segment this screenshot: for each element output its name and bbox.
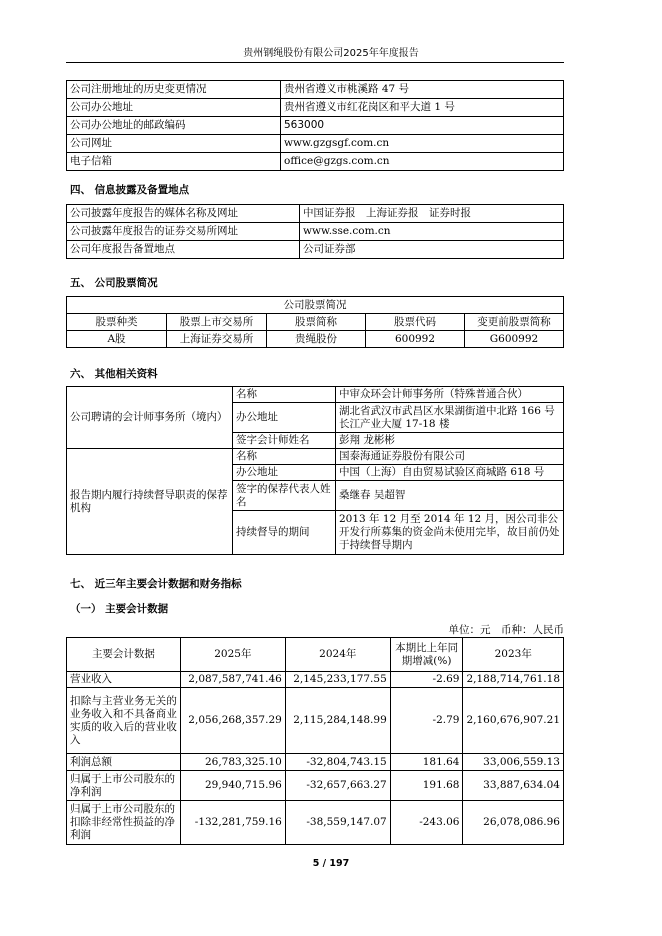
sponsor-period-label: 持续督导的期间 (233, 511, 336, 555)
auditor-addr-label: 办公地址 (233, 403, 336, 433)
sponsor-rep-label: 签字的保荐代表人姓名 (233, 481, 336, 511)
section-5-title: 五、 公司股票简况 (70, 277, 158, 289)
info-label: 公司注册地址的历史变更情况 (67, 81, 281, 99)
acct-value-2025: -132,281,759.16 (180, 801, 285, 845)
acct-header: 2024年 (285, 638, 390, 672)
acct-value-2023: 2,160,676,907.21 (463, 688, 564, 754)
acct-value-2025: 2,087,587,741.46 (180, 672, 285, 688)
acct-header: 2025年 (180, 638, 285, 672)
auditor-sign: 彭翔 龙彬彬 (336, 433, 564, 449)
info-value: www.gzgsgf.com.cn (281, 135, 564, 153)
stock-header: 股票代码 (366, 314, 465, 331)
header-divider (66, 62, 564, 63)
sponsor-name-label: 名称 (233, 449, 336, 465)
auditor-addr: 湖北省武汉市武昌区水果湖街道中北路 166 号长江产业大厦 17-18 楼 (336, 403, 564, 433)
stock-header: 变更前股票简称 (465, 314, 564, 331)
disclosure-value: 中国证券报 上海证券报 证券时报 (300, 205, 564, 223)
acct-header: 主要会计数据 (67, 638, 181, 672)
acct-value-2023: 2,188,714,761.18 (463, 672, 564, 688)
auditor-label: 公司聘请的会计师事务所（境内） (67, 387, 233, 449)
acct-value-2024: -38,559,147.07 (285, 801, 390, 845)
acct-label: 归属于上市公司股东的净利润 (67, 771, 181, 801)
info-label: 公司办公地址的邮政编码 (67, 117, 281, 135)
unit-note: 单位：元 币种：人民币 (448, 624, 564, 636)
table-row (67, 754, 564, 771)
sponsor-addr: 中国（上海）自由贸易试验区商城路 618 号 (336, 465, 564, 481)
accounting-data-table (66, 637, 564, 845)
info-value: 563000 (281, 117, 564, 135)
acct-label: 营业收入 (67, 672, 181, 688)
acct-change: -2.79 (390, 688, 463, 754)
stock-cell: 上海证券交易所 (167, 331, 267, 348)
table-row (67, 99, 564, 117)
acct-value-2023: 26,078,086.96 (463, 801, 564, 845)
info-label: 公司办公地址 (67, 99, 281, 117)
acct-value-2024: 2,145,233,177.55 (285, 672, 390, 688)
acct-value-2025: 29,940,715.96 (180, 771, 285, 801)
table-row (67, 449, 564, 465)
info-value: 贵州省遵义市红花岗区和平大道 1 号 (281, 99, 564, 117)
sponsor-rep: 桑继春 吴超智 (336, 481, 564, 511)
table-row (67, 314, 564, 331)
acct-change: 181.64 (390, 754, 463, 771)
disclosure-table (66, 204, 564, 259)
auditor-name: 中审众环会计师事务所（特殊普通合伙） (336, 387, 564, 403)
table-row (67, 135, 564, 153)
stock-table (66, 296, 564, 348)
table-row (67, 771, 564, 801)
table-row (67, 688, 564, 754)
auditor-name-label: 名称 (233, 387, 336, 403)
table-row (67, 81, 564, 99)
table-row (67, 117, 564, 135)
auditor-sign-label: 签字会计师姓名 (233, 433, 336, 449)
disclosure-label: 公司披露年度报告的证券交易所网址 (67, 223, 300, 241)
acct-label: 利润总额 (67, 754, 181, 771)
disclosure-value: 公司证券部 (300, 241, 564, 259)
page-number: 5 / 197 (312, 858, 350, 869)
disclosure-label: 公司披露年度报告的媒体名称及网址 (67, 205, 300, 223)
stock-header: 股票上市交易所 (167, 314, 267, 331)
stock-cell: A股 (67, 331, 167, 348)
disclosure-label: 公司年度报告备置地点 (67, 241, 300, 259)
acct-header: 2023年 (463, 638, 564, 672)
acct-label: 归属于上市公司股东的扣除非经常性损益的净利润 (67, 801, 181, 845)
table-row (67, 331, 564, 348)
table-row (67, 297, 564, 314)
disclosure-value: www.sse.com.cn (300, 223, 564, 241)
sponsor-label: 报告期内履行持续督导职责的保荐机构 (67, 449, 233, 555)
sponsor-addr-label: 办公地址 (233, 465, 336, 481)
acct-value-2024: -32,657,663.27 (285, 771, 390, 801)
table-row (67, 223, 564, 241)
section-4-title: 四、 信息披露及备置地点 (70, 184, 190, 196)
stock-table-title: 公司股票简况 (67, 297, 564, 314)
sponsor-name: 国泰海通证券股份有限公司 (336, 449, 564, 465)
table-row (67, 387, 564, 403)
acct-value-2023: 33,887,634.04 (463, 771, 564, 801)
info-value: office@gzgs.com.cn (281, 153, 564, 171)
section-7-title: 七、 近三年主要会计数据和财务指标 (70, 578, 242, 590)
table-row (67, 672, 564, 688)
acct-header: 本期比上年同期增减(%) (390, 638, 463, 672)
acct-value-2025: 26,783,325.10 (180, 754, 285, 771)
table-row (67, 153, 564, 171)
stock-cell: 贵绳股份 (267, 331, 366, 348)
company-info-table (66, 80, 564, 171)
related-info-table (66, 386, 564, 555)
table-row (67, 638, 564, 672)
acct-change: -243.06 (390, 801, 463, 845)
stock-header: 股票简称 (267, 314, 366, 331)
stock-cell: G600992 (465, 331, 564, 348)
section-6-title: 六、 其他相关资料 (70, 368, 158, 380)
acct-label: 扣除与主营业务无关的业务收入和不具备商业实质的收入后的营业收入 (67, 688, 181, 754)
page-header-title: 贵州钢绳股份有限公司2025年年度报告 (243, 48, 419, 59)
stock-header: 股票种类 (67, 314, 167, 331)
acct-change: 191.68 (390, 771, 463, 801)
stock-cell: 600992 (366, 331, 465, 348)
acct-value-2023: 33,006,559.13 (463, 754, 564, 771)
info-value: 贵州省遵义市桃溪路 47 号 (281, 81, 564, 99)
table-row (67, 801, 564, 845)
acct-value-2025: 2,056,268,357.29 (180, 688, 285, 754)
acct-value-2024: -32,804,743.15 (285, 754, 390, 771)
acct-change: -2.69 (390, 672, 463, 688)
table-row (67, 241, 564, 259)
table-row (67, 205, 564, 223)
info-label: 电子信箱 (67, 153, 281, 171)
section-7-subtitle: （一） 主要会计数据 (70, 603, 169, 615)
sponsor-period: 2013 年 12 月至 2014 年 12 月，因公司非公开发行所募集的资金尚未使用完毕，故目前仍处于持续督导期内 (336, 511, 564, 555)
info-label: 公司网址 (67, 135, 281, 153)
acct-value-2024: 2,115,284,148.99 (285, 688, 390, 754)
